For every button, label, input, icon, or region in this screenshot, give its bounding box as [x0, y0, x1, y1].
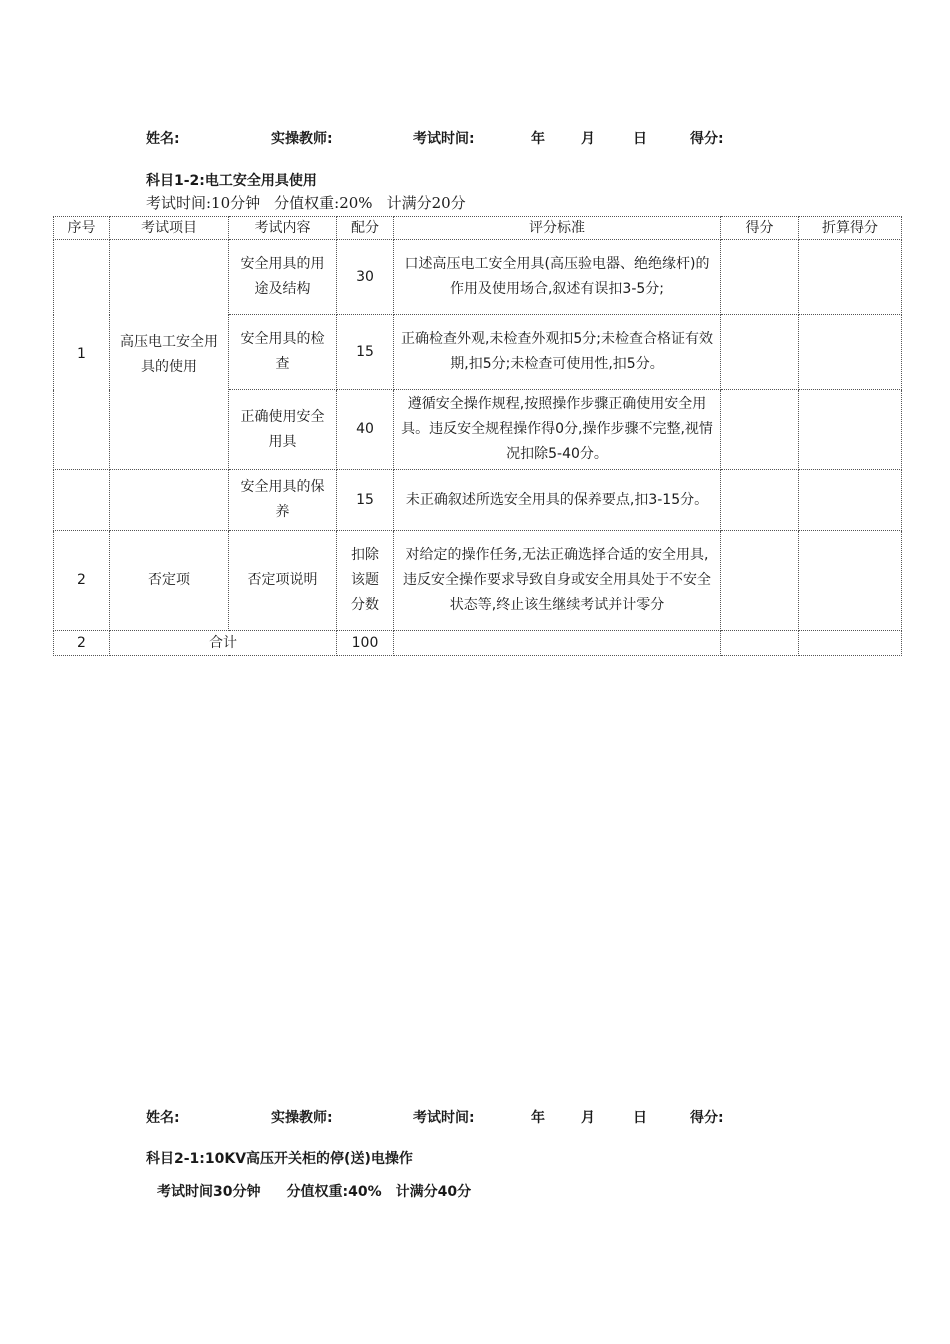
row-converted-cell	[799, 390, 902, 470]
row-score-cell	[721, 315, 799, 390]
row-points: 15	[337, 315, 394, 390]
row-converted-cell	[799, 470, 902, 531]
row-criteria: 遵循安全操作规程,按照操作步骤正确使用安全用具。违反安全规程操作得0分,操作步骤不完整,视情况扣除5-40分。	[394, 390, 721, 470]
col-header-content: 考试内容	[229, 217, 337, 240]
score-weight: 分值权重:20%	[274, 194, 373, 212]
row-item: 否定项	[110, 531, 229, 631]
month-label: 月	[581, 131, 595, 147]
total-label: 合计	[110, 631, 337, 656]
year-label: 年	[531, 131, 545, 147]
exam-duration: 考试时间:10分钟	[146, 194, 261, 212]
row-score-cell	[721, 531, 799, 631]
row-points: 15	[337, 470, 394, 531]
exam-header-1	[0, 126, 950, 150]
teacher-label: 实操教师:	[271, 131, 333, 147]
exam-time-label: 考试时间:	[413, 131, 475, 147]
row-item	[110, 470, 229, 531]
col-header-points: 配分	[337, 217, 394, 240]
col-header-item: 考试项目	[110, 217, 229, 240]
row-score-cell	[721, 390, 799, 470]
row-content: 否定项说明	[229, 531, 337, 631]
table-row	[54, 531, 902, 631]
day-label: 日	[633, 131, 647, 147]
table-total-row	[54, 631, 902, 656]
total-score-cell	[721, 631, 799, 656]
table-row	[54, 470, 902, 531]
scoring-table	[53, 216, 902, 656]
exam-meta-2	[157, 1181, 497, 1201]
subject-title-2: 科目2-1:10KV高压开关柜的停(送)电操作	[146, 1151, 413, 1167]
row-score-cell	[721, 470, 799, 531]
row-content: 安全用具的检查	[229, 315, 337, 390]
col-header-no: 序号	[54, 217, 110, 240]
full-score: 计满分40分	[395, 1184, 472, 1200]
score-label: 得分:	[690, 131, 724, 147]
year-label: 年	[531, 1110, 545, 1126]
row-criteria: 口述高压电工安全用具(高压验电器、绝绝缘杆)的作用及使用场合,叙述有误扣3-5分;	[394, 240, 721, 315]
full-score: 计满分20分	[386, 194, 466, 212]
teacher-label: 实操教师:	[271, 1110, 333, 1126]
total-row-no: 2	[54, 631, 110, 656]
subject-title-1: 科目1-2:电工安全用具使用	[146, 173, 317, 189]
name-label: 姓名:	[146, 1110, 180, 1126]
row-criteria: 对给定的操作任务,无法正确选择合适的安全用具,违反安全操作要求导致自身或安全用具处于不安全状态等,终止该生继续考试并计零分	[394, 531, 721, 631]
row-content: 正确使用安全用具	[229, 390, 337, 470]
row-converted-cell	[799, 315, 902, 390]
score-weight: 分值权重:40%	[286, 1184, 382, 1200]
row-no: 1	[54, 240, 110, 470]
row-converted-cell	[799, 240, 902, 315]
row-item: 高压电工安全用具的使用	[110, 240, 229, 470]
row-content: 安全用具的用途及结构	[229, 240, 337, 315]
day-label: 日	[633, 1110, 647, 1126]
row-criteria: 未正确叙述所选安全用具的保养要点,扣3-15分。	[394, 470, 721, 531]
exam-duration: 考试时间30分钟	[157, 1184, 261, 1200]
row-no: 2	[54, 531, 110, 631]
exam-meta-1	[146, 192, 480, 213]
total-points: 100	[337, 631, 394, 656]
row-points: 30	[337, 240, 394, 315]
table-header-row	[54, 217, 902, 240]
row-content: 安全用具的保养	[229, 470, 337, 531]
total-converted-cell	[799, 631, 902, 656]
row-points: 扣除该题分数	[337, 531, 394, 631]
name-label: 姓名:	[146, 131, 180, 147]
col-header-criteria: 评分标准	[394, 217, 721, 240]
exam-header-2	[0, 1105, 950, 1129]
col-header-converted: 折算得分	[799, 217, 902, 240]
score-label: 得分:	[690, 1110, 724, 1126]
row-no	[54, 470, 110, 531]
total-criteria-cell	[394, 631, 721, 656]
row-criteria: 正确检查外观,未检查外观扣5分;未检查合格证有效期,扣5分;未检查可使用性,扣5分。	[394, 315, 721, 390]
row-score-cell	[721, 240, 799, 315]
col-header-score: 得分	[721, 217, 799, 240]
row-points: 40	[337, 390, 394, 470]
month-label: 月	[581, 1110, 595, 1126]
table-row	[54, 240, 902, 315]
row-converted-cell	[799, 531, 902, 631]
exam-time-label: 考试时间:	[413, 1110, 475, 1126]
